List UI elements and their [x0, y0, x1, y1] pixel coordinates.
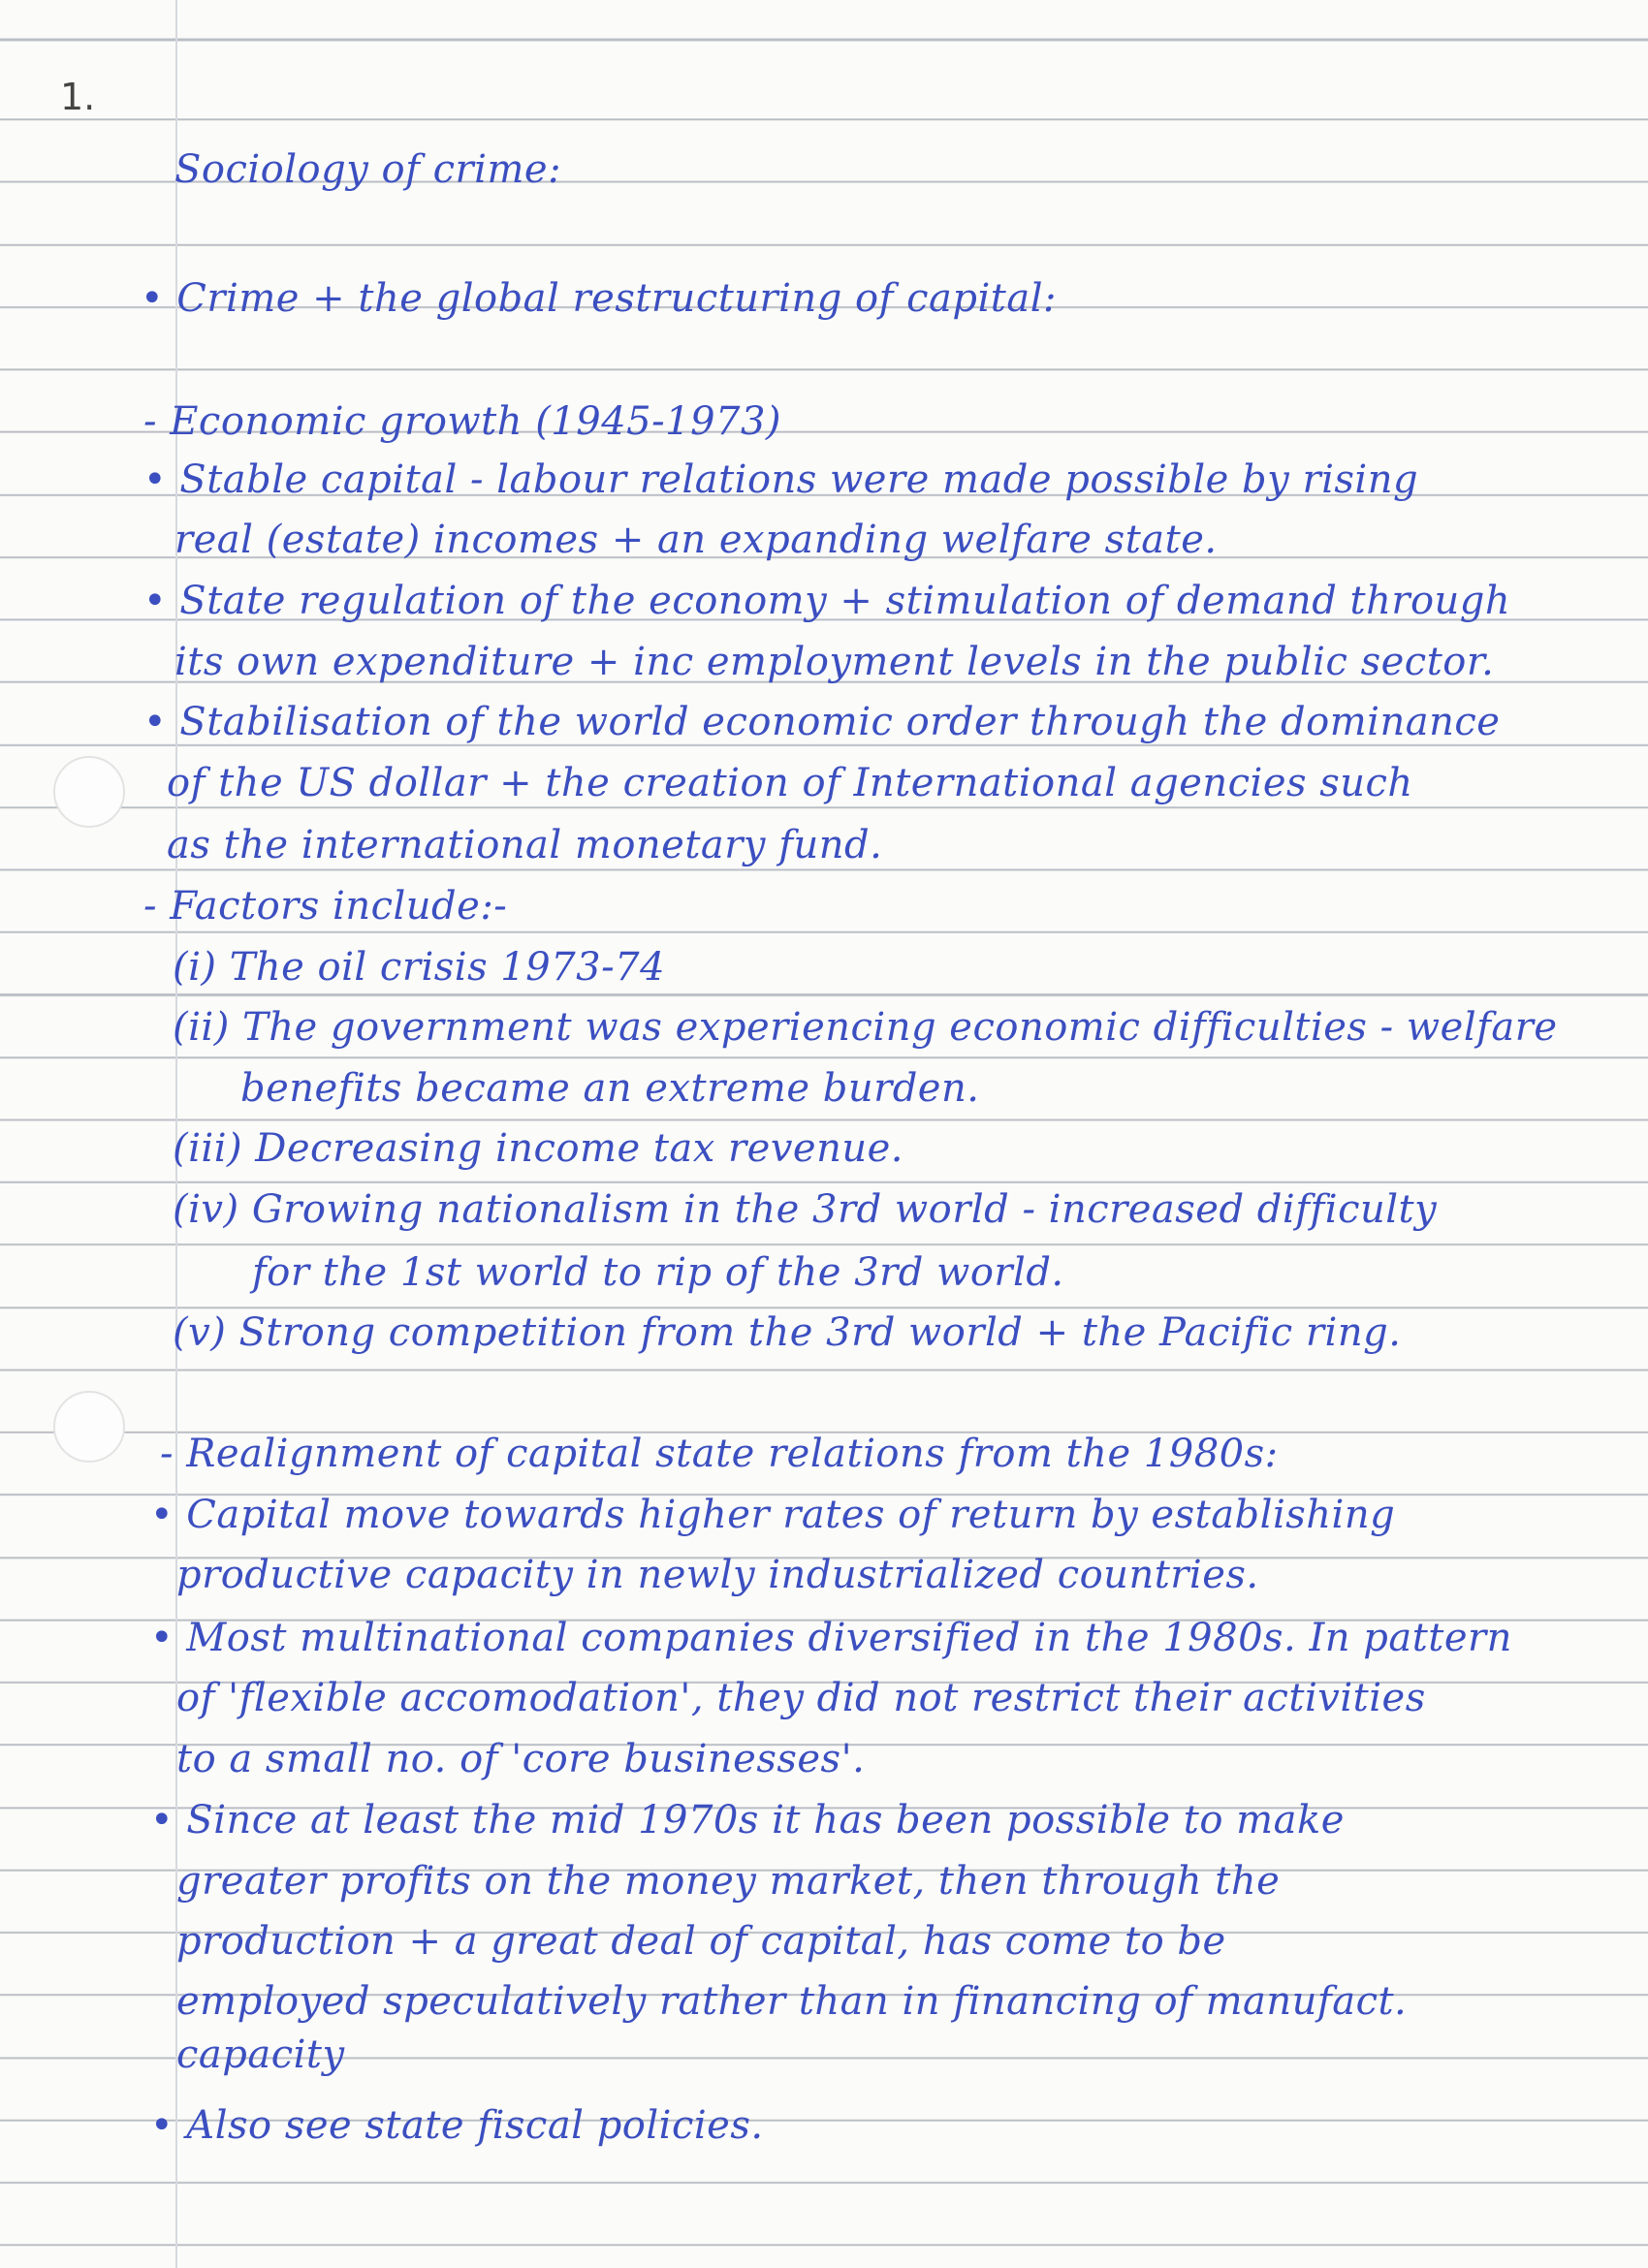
note-line: (i) The oil crisis 1973-74: [173, 945, 666, 990]
note-line: • Crime + the global restructuring of capital:: [141, 276, 1057, 321]
note-line: capacity: [176, 2032, 345, 2077]
note-line: (iii) Decreasing income tax revenue.: [173, 1126, 904, 1171]
note-line: real (estate) incomes + an expanding welfare state.: [174, 518, 1218, 562]
note-line: for the 1st world to rip of the 3rd world.: [252, 1250, 1064, 1295]
note-line: • Most multinational companies diversified in the 1980s. In pattern: [150, 1616, 1512, 1660]
note-line: (iv) Growing nationalism in the 3rd world - increased difficulty: [173, 1187, 1438, 1232]
note-line: • Also see state fiscal policies.: [150, 2103, 764, 2148]
note-line: as the international monetary fund.: [167, 823, 883, 867]
note-line: productive capacity in newly industrialized countries.: [176, 1553, 1259, 1597]
note-line: to a small no. of 'core businesses'.: [176, 1737, 866, 1781]
note-line: - Realignment of capital state relations from the 1980s:: [160, 1432, 1279, 1476]
note-line: • Capital move towards higher rates of return by establishing: [150, 1493, 1396, 1537]
note-line: • Stabilisation of the world economic order through the dominance: [143, 700, 1501, 744]
note-line: benefits became an extreme burden.: [240, 1066, 980, 1111]
note-line: (ii) The government was experiencing economic difficulties - welfare: [173, 1005, 1558, 1050]
note-line: (v) Strong competition from the 3rd world + the Pacific ring.: [173, 1310, 1402, 1355]
note-line: - Factors include:-: [143, 884, 508, 929]
note-line: • Since at least the mid 1970s it has been possible to make: [150, 1798, 1345, 1843]
punch-hole: [53, 756, 125, 828]
punch-hole: [53, 1391, 125, 1463]
note-line: • Stable capital - labour relations were made possible by rising: [143, 457, 1419, 502]
note-line: employed speculatively rather than in financing of manufact.: [176, 1979, 1408, 2024]
page-number: 1.: [60, 76, 96, 118]
note-line: of 'flexible accomodation', they did not restrict their activities: [176, 1676, 1426, 1720]
note-line: greater profits on the money market, then through the: [176, 1859, 1281, 1904]
notes-heading: Sociology of crime:: [174, 147, 562, 192]
note-line: of the US dollar + the creation of International agencies such: [167, 761, 1413, 805]
note-line: • State regulation of the economy + stimulation of demand through: [143, 579, 1511, 623]
note-line: - Economic growth (1945-1973): [143, 399, 782, 444]
note-line: its own expenditure + inc employment levels in the public sector.: [174, 640, 1495, 684]
note-line: production + a great deal of capital, has come to be: [176, 1919, 1226, 1964]
